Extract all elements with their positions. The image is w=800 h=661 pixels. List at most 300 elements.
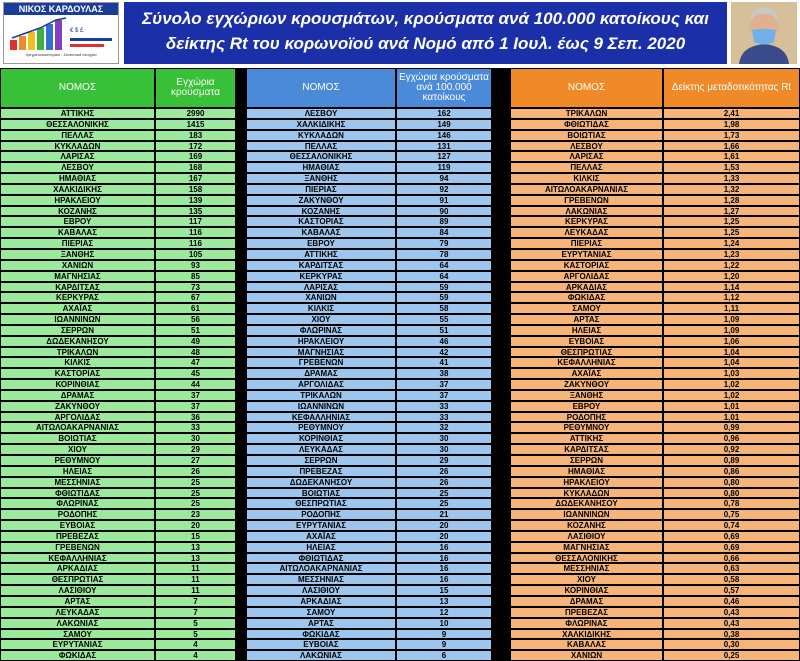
value-cell: 30 [396, 444, 492, 455]
prefecture-cell: ΛΑΣΙΘΙΟΥ [246, 585, 396, 596]
value-cell: 29 [155, 444, 236, 455]
prefecture-cell: ΧΑΛΚΙΔΙΚΗΣ [510, 629, 663, 640]
prefecture-cell: ΑΙΤΩΛΟΑΚΑΡΝΑΝΙΑΣ [0, 422, 155, 433]
table-row [246, 444, 492, 455]
prefecture-cell: ΣΕΡΡΩΝ [246, 455, 396, 466]
table-row [0, 260, 236, 271]
value-cell: 91 [396, 195, 492, 206]
prefecture-cell: ΗΜΑΘΙΑΣ [0, 173, 155, 184]
value-cell: 1,03 [663, 368, 800, 379]
prefecture-cell: ΑΡΤΑΣ [0, 596, 155, 607]
value-cell: 84 [396, 227, 492, 238]
table-row [0, 216, 236, 227]
prefecture-cell: ΜΕΣΣΗΝΙΑΣ [0, 477, 155, 488]
table-row [246, 433, 492, 444]
table-row [510, 325, 800, 336]
prefecture-cell: ΦΛΩΡΙΝΑΣ [510, 618, 663, 629]
prefecture-cell: ΚΕΡΚΥΡΑΣ [0, 292, 155, 303]
prefecture-cell: ΚΟΖΑΝΗΣ [0, 206, 155, 217]
table-row [246, 238, 492, 249]
table-row [0, 639, 236, 650]
value-cell: 0,78 [663, 498, 800, 509]
value-cell: 135 [155, 206, 236, 217]
prefecture-cell: ΑΡΚΑΔΙΑΣ [246, 596, 396, 607]
table-row [510, 216, 800, 227]
table-row [510, 336, 800, 347]
prefecture-cell: ΛΕΥΚΑΔΑΣ [510, 227, 663, 238]
value-cell: 5 [155, 618, 236, 629]
prefecture-cell: ΛΑΚΩΝΙΑΣ [246, 650, 396, 661]
page-title-line1: Σύνολο εγχώριων κρουσμάτων, κρούσματα ανά 100.000 κατοίκους και [142, 9, 709, 28]
value-cell: 1,04 [663, 357, 800, 368]
prefecture-cell: ΠΕΛΛΑΣ [246, 141, 396, 152]
table-row [0, 195, 236, 206]
prefecture-cell: ΙΩΑΝΝΙΝΩΝ [0, 314, 155, 325]
table-row [510, 119, 800, 130]
prefecture-cell: ΒΟΙΩΤΙΑΣ [510, 130, 663, 141]
prefecture-cell: ΤΡΙΚΑΛΩΝ [0, 347, 155, 358]
table-row [510, 618, 800, 629]
table-row [0, 368, 236, 379]
table-row [510, 401, 800, 412]
table-row [510, 314, 800, 325]
table-row [510, 488, 800, 499]
value-cell: 16 [396, 542, 492, 553]
prefecture-cell: ΜΑΓΝΗΣΙΑΣ [246, 347, 396, 358]
column-header-cases-per-100k: Εγχώρια κρούσματα ανά 100.000 κατοίκους [396, 68, 492, 108]
value-cell: 94 [396, 173, 492, 184]
value-cell: 0,86 [663, 466, 800, 477]
value-cell: 0,30 [663, 639, 800, 650]
table-row [0, 574, 236, 585]
table-row [0, 585, 236, 596]
table-row [246, 574, 492, 585]
value-cell: 27 [155, 455, 236, 466]
table-body [0, 108, 236, 661]
value-cell: 59 [396, 282, 492, 293]
table-row [246, 563, 492, 574]
prefecture-cell: ΘΕΣΣΑΛΟΝΙΚΗΣ [0, 119, 155, 130]
prefecture-cell: ΛΕΣΒΟΥ [246, 108, 396, 119]
table-row [510, 574, 800, 585]
prefecture-cell: ΖΑΚΥΝΘΟΥ [510, 379, 663, 390]
prefecture-cell: ΛΕΣΒΟΥ [0, 162, 155, 173]
column-header-prefecture: ΝΟΜΟΣ [246, 68, 396, 108]
prefecture-cell: ΒΟΙΩΤΙΑΣ [0, 433, 155, 444]
prefecture-cell: ΛΑΡΙΣΑΣ [246, 282, 396, 293]
table-row [0, 488, 236, 499]
value-cell: 37 [155, 390, 236, 401]
value-cell: 13 [155, 542, 236, 553]
value-cell: 46 [396, 336, 492, 347]
prefecture-cell: ΚΥΚΛΑΔΩΝ [246, 130, 396, 141]
author-photo [731, 2, 797, 64]
table-row [246, 347, 492, 358]
value-cell: 116 [155, 238, 236, 249]
prefecture-cell: ΕΒΡΟΥ [0, 216, 155, 227]
page-title-line2: δείκτης Rt του κορωνοϊού ανά Νομό από 1 Ιουλ. έως 9 Σεπ. 2020 [165, 34, 686, 53]
prefecture-cell: ΚΑΣΤΟΡΙΑΣ [246, 216, 396, 227]
prefecture-cell: ΕΥΒΟΙΑΣ [0, 520, 155, 531]
value-cell: 11 [155, 563, 236, 574]
prefecture-cell: ΑΡΓΟΛΙΔΑΣ [510, 271, 663, 282]
prefecture-cell: ΧΑΛΚΙΔΙΚΗΣ [246, 119, 396, 130]
logo-bar-chart-icon [6, 16, 116, 52]
prefecture-cell: ΡΟΔΟΠΗΣ [510, 412, 663, 423]
value-cell: 25 [396, 498, 492, 509]
value-cell: 1,98 [663, 119, 800, 130]
table-row [510, 477, 800, 488]
prefecture-cell: ΕΒΡΟΥ [246, 238, 396, 249]
prefecture-cell: ΑΡΚΑΔΙΑΣ [0, 563, 155, 574]
table-row [246, 325, 492, 336]
prefecture-cell: ΠΕΛΛΑΣ [0, 130, 155, 141]
prefecture-cell: ΕΒΡΟΥ [510, 401, 663, 412]
table-row [510, 520, 800, 531]
prefecture-cell: ΧΑΝΙΩΝ [246, 292, 396, 303]
value-cell: 183 [155, 130, 236, 141]
value-cell: 37 [396, 379, 492, 390]
table-row [0, 629, 236, 640]
table-row [510, 509, 800, 520]
table-row [246, 509, 492, 520]
prefecture-cell: ΚΑΡΔΙΤΣΑΣ [246, 260, 396, 271]
prefecture-cell: ΚΑΣΤΟΡΙΑΣ [0, 368, 155, 379]
prefecture-cell: ΡΕΘΥΜΝΟΥ [0, 455, 155, 466]
value-cell: 67 [155, 292, 236, 303]
table-row [246, 650, 492, 661]
prefecture-cell: ΑΤΤΙΚΗΣ [510, 433, 663, 444]
prefecture-cell: ΚΥΚΛΑΔΩΝ [0, 141, 155, 152]
value-cell: 0,57 [663, 585, 800, 596]
table-row [246, 498, 492, 509]
prefecture-cell: ΑΡΚΑΔΙΑΣ [510, 282, 663, 293]
prefecture-cell: ΧΑΝΙΩΝ [0, 260, 155, 271]
prefecture-cell: ΧΑΛΚΙΔΙΚΗΣ [0, 184, 155, 195]
prefecture-cell: ΔΡΑΜΑΣ [0, 390, 155, 401]
value-cell: 30 [155, 433, 236, 444]
table-row [246, 260, 492, 271]
value-cell: 1,61 [663, 151, 800, 162]
table-row [0, 466, 236, 477]
value-cell: 51 [396, 325, 492, 336]
value-cell: 48 [155, 347, 236, 358]
title-banner [124, 2, 727, 64]
prefecture-cell: ΠΡΕΒΕΖΑΣ [0, 531, 155, 542]
value-cell: 1,09 [663, 325, 800, 336]
value-cell: 10 [396, 618, 492, 629]
table-row [0, 314, 236, 325]
table-row [0, 531, 236, 542]
value-cell: 23 [155, 509, 236, 520]
value-cell: 58 [396, 303, 492, 314]
table-row [510, 553, 800, 564]
value-cell: 1,73 [663, 130, 800, 141]
prefecture-cell: ΧΑΝΙΩΝ [510, 650, 663, 661]
table-row [0, 325, 236, 336]
table-row [0, 444, 236, 455]
value-cell: 169 [155, 151, 236, 162]
table-row [510, 347, 800, 358]
prefecture-cell: ΦΩΚΙΔΑΣ [246, 629, 396, 640]
table-row [0, 292, 236, 303]
value-cell: 20 [396, 520, 492, 531]
prefecture-cell: ΣΕΡΡΩΝ [510, 455, 663, 466]
table-row [510, 206, 800, 217]
prefecture-cell: ΓΡΕΒΕΝΩΝ [246, 357, 396, 368]
value-cell: 15 [396, 585, 492, 596]
prefecture-cell: ΗΛΕΙΑΣ [0, 466, 155, 477]
table-row [510, 422, 800, 433]
prefecture-cell: ΗΛΕΙΑΣ [510, 325, 663, 336]
prefecture-cell: ΠΙΕΡΙΑΣ [0, 238, 155, 249]
prefecture-cell: ΔΩΔΕΚΑΝΗΣΟΥ [510, 498, 663, 509]
value-cell: 0,80 [663, 477, 800, 488]
value-cell: 90 [396, 206, 492, 217]
value-cell: 117 [155, 216, 236, 227]
prefecture-cell: ΤΡΙΚΑΛΩΝ [246, 390, 396, 401]
prefecture-cell: ΔΩΔΕΚΑΝΗΣΟΥ [0, 336, 155, 347]
value-cell: 73 [155, 282, 236, 293]
prefecture-cell: ΜΑΓΝΗΣΙΑΣ [0, 271, 155, 282]
prefecture-cell: ΚΥΚΛΑΔΩΝ [510, 488, 663, 499]
prefecture-cell: ΑΧΑΪΑΣ [510, 368, 663, 379]
value-cell: 32 [396, 422, 492, 433]
table-row [0, 509, 236, 520]
table-row [246, 542, 492, 553]
table-row [246, 249, 492, 260]
prefecture-cell: ΔΡΑΜΑΣ [246, 368, 396, 379]
table-row [246, 422, 492, 433]
table-row [246, 130, 492, 141]
prefecture-cell: ΠΙΕΡΙΑΣ [246, 184, 396, 195]
table-row [0, 357, 236, 368]
prefecture-cell: ΚΕΦΑΛΛΗΝΙΑΣ [0, 553, 155, 564]
table-row [246, 108, 492, 119]
prefecture-cell: ΘΕΣΣΑΛΟΝΙΚΗΣ [510, 553, 663, 564]
prefecture-cell: ΕΥΒΟΙΑΣ [510, 336, 663, 347]
table-row [0, 227, 236, 238]
table-row [510, 151, 800, 162]
table-row [246, 195, 492, 206]
value-cell: 30 [396, 433, 492, 444]
value-cell: 168 [155, 162, 236, 173]
table-row [246, 141, 492, 152]
value-cell: 0,63 [663, 563, 800, 574]
table-row [510, 542, 800, 553]
table-row [246, 488, 492, 499]
table-row [0, 162, 236, 173]
column-header-domestic-cases: Εγχώρια κρούσματα [155, 68, 236, 108]
value-cell: 7 [155, 607, 236, 618]
value-cell: 1,02 [663, 390, 800, 401]
table-row [0, 119, 236, 130]
table-row [246, 292, 492, 303]
prefecture-cell: ΑΙΤΩΛΟΑΚΑΡΝΑΝΙΑΣ [510, 184, 663, 195]
prefecture-cell: ΚΑΒΑΛΑΣ [246, 227, 396, 238]
value-cell: 0,69 [663, 531, 800, 542]
value-cell: 64 [396, 260, 492, 271]
prefecture-cell: ΕΥΒΟΙΑΣ [246, 639, 396, 650]
svg-text:€ $ £: € $ £ [70, 28, 84, 34]
value-cell: 89 [396, 216, 492, 227]
logo [3, 2, 119, 64]
table-row [510, 130, 800, 141]
table-row [246, 466, 492, 477]
prefecture-cell: ΚΟΡΙΝΘΙΑΣ [510, 585, 663, 596]
value-cell: 146 [396, 130, 492, 141]
table-row [246, 520, 492, 531]
table-row [246, 585, 492, 596]
value-cell: 78 [396, 249, 492, 260]
value-cell: 55 [396, 314, 492, 325]
value-cell: 11 [155, 574, 236, 585]
prefecture-cell: ΚΑΒΑΛΑΣ [510, 639, 663, 650]
table-row [510, 184, 800, 195]
prefecture-cell: ΚΙΛΚΙΣ [246, 303, 396, 314]
value-cell: 119 [396, 162, 492, 173]
value-cell: 64 [396, 271, 492, 282]
value-cell: 105 [155, 249, 236, 260]
value-cell: 56 [155, 314, 236, 325]
value-cell: 1,28 [663, 195, 800, 206]
prefecture-cell: ΚΙΛΚΙΣ [0, 357, 155, 368]
value-cell: 51 [155, 325, 236, 336]
table-row [246, 618, 492, 629]
value-cell: 79 [396, 238, 492, 249]
value-cell: 1,04 [663, 347, 800, 358]
table-row [246, 368, 492, 379]
prefecture-cell: ΦΛΩΡΙΝΑΣ [0, 498, 155, 509]
value-cell: 0,46 [663, 596, 800, 607]
table-row [0, 498, 236, 509]
table-row [510, 357, 800, 368]
table-row [510, 596, 800, 607]
prefecture-cell: ΗΡΑΚΛΕΙΟΥ [0, 195, 155, 206]
value-cell: 0,69 [663, 542, 800, 553]
value-cell: 6 [396, 650, 492, 661]
table-row [246, 357, 492, 368]
table-row [246, 379, 492, 390]
value-cell: 131 [396, 141, 492, 152]
table-row [0, 542, 236, 553]
prefecture-cell: ΦΛΩΡΙΝΑΣ [246, 325, 396, 336]
table-row [0, 238, 236, 249]
value-cell: 1415 [155, 119, 236, 130]
value-cell: 15 [155, 531, 236, 542]
prefecture-cell: ΛΑΚΩΝΙΑΣ [510, 206, 663, 217]
table-row [0, 271, 236, 282]
table-row [0, 422, 236, 433]
value-cell: 12 [396, 607, 492, 618]
value-cell: 44 [155, 379, 236, 390]
value-cell: 47 [155, 357, 236, 368]
value-cell: 49 [155, 336, 236, 347]
prefecture-cell: ΛΑΡΙΣΑΣ [510, 151, 663, 162]
table-row [0, 553, 236, 564]
prefecture-cell: ΗΜΑΘΙΑΣ [246, 162, 396, 173]
value-cell: 1,22 [663, 260, 800, 271]
prefecture-cell: ΑΡΤΑΣ [510, 314, 663, 325]
table-row [510, 303, 800, 314]
table-row [510, 249, 800, 260]
prefecture-cell: ΜΕΣΣΗΝΙΑΣ [246, 574, 396, 585]
table-row [510, 238, 800, 249]
value-cell: 1,32 [663, 184, 800, 195]
prefecture-cell: ΜΕΣΣΗΝΙΑΣ [510, 563, 663, 574]
value-cell: 25 [155, 477, 236, 488]
value-cell: 13 [155, 553, 236, 564]
prefecture-cell: ΧΙΟΥ [0, 444, 155, 455]
table-row [246, 173, 492, 184]
prefecture-cell: ΖΑΚΥΝΘΟΥ [246, 195, 396, 206]
prefecture-cell: ΠΡΕΒΕΖΑΣ [246, 466, 396, 477]
table-row [0, 520, 236, 531]
value-cell: 4 [155, 650, 236, 661]
prefecture-cell: ΛΑΣΙΘΙΟΥ [510, 531, 663, 542]
table-row [246, 596, 492, 607]
value-cell: 26 [155, 466, 236, 477]
value-cell: 1,66 [663, 141, 800, 152]
value-cell: 37 [396, 390, 492, 401]
table-row [246, 162, 492, 173]
logo-name: ΝΙΚΟΣ ΚΑΡΔΟΥΛΑΣ [4, 3, 118, 15]
table-row [0, 347, 236, 358]
table-row [0, 151, 236, 162]
value-cell: 33 [155, 422, 236, 433]
value-cell: 167 [155, 173, 236, 184]
prefecture-cell: ΗΡΑΚΛΕΙΟΥ [510, 477, 663, 488]
table-row [246, 455, 492, 466]
table-row [510, 195, 800, 206]
table-row [0, 477, 236, 488]
table-row [246, 401, 492, 412]
value-cell: 1,12 [663, 292, 800, 303]
prefecture-cell: ΕΥΡΥΤΑΝΙΑΣ [0, 639, 155, 650]
table-row [510, 141, 800, 152]
value-cell: 0,92 [663, 444, 800, 455]
prefecture-cell: ΞΑΝΘΗΣ [510, 390, 663, 401]
table-row [0, 563, 236, 574]
table-row [0, 336, 236, 347]
table-row [0, 282, 236, 293]
value-cell: 16 [396, 574, 492, 585]
value-cell: 92 [396, 184, 492, 195]
table-row [0, 379, 236, 390]
prefecture-cell: ΠΕΛΛΑΣ [510, 162, 663, 173]
prefecture-cell: ΘΕΣΠΡΩΤΙΑΣ [510, 347, 663, 358]
table-row [510, 639, 800, 650]
prefecture-cell: ΚΙΛΚΙΣ [510, 173, 663, 184]
value-cell: 127 [396, 151, 492, 162]
value-cell: 0,25 [663, 650, 800, 661]
value-cell: 1,02 [663, 379, 800, 390]
table-row [246, 553, 492, 564]
prefecture-cell: ΚΕΦΑΛΛΗΝΙΑΣ [510, 357, 663, 368]
value-cell: 0,74 [663, 520, 800, 531]
table-row [0, 130, 236, 141]
table-row [0, 401, 236, 412]
value-cell: 85 [155, 271, 236, 282]
prefecture-cell: ΡΟΔΟΠΗΣ [0, 509, 155, 520]
value-cell: 45 [155, 368, 236, 379]
value-cell: 20 [396, 531, 492, 542]
table-row [510, 650, 800, 661]
prefecture-cell: ΡΕΘΥΜΝΟΥ [510, 422, 663, 433]
prefecture-cell: ΙΩΑΝΝΙΝΩΝ [510, 509, 663, 520]
value-cell: 0,43 [663, 607, 800, 618]
value-cell: 26 [396, 466, 492, 477]
